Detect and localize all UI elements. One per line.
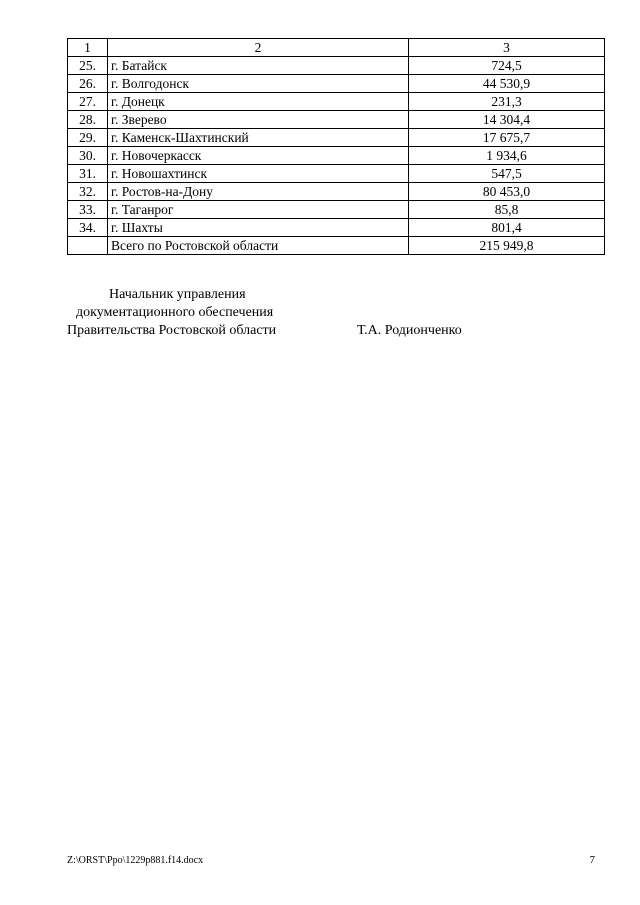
footer-file-path: Z:\ORST\Ppo\1229p881.f14.docx	[67, 855, 204, 866]
row-value: 44 530,9	[409, 75, 605, 93]
signature-title-line3	[67, 322, 597, 340]
table-row	[68, 147, 605, 165]
row-value: 17 675,7	[409, 129, 605, 147]
total-value: 215 949,8	[409, 237, 605, 255]
table-row	[68, 129, 605, 147]
signature-title-line1: Начальник управления	[109, 287, 246, 302]
table-row	[68, 93, 605, 111]
row-value: 724,5	[409, 57, 605, 75]
table-row	[68, 165, 605, 183]
footer-page-number: 7	[589, 854, 595, 866]
total-number	[68, 237, 108, 255]
row-number: 30.	[68, 147, 108, 165]
row-number: 28.	[68, 111, 108, 129]
row-name: г. Новочеркасск	[108, 147, 409, 165]
row-name: г. Ростов-на-Дону	[108, 183, 409, 201]
signature-block	[67, 286, 597, 340]
row-name: г. Новошахтинск	[108, 165, 409, 183]
signature-organization: Правительства Ростовской области	[67, 323, 277, 338]
row-value: 85,8	[409, 201, 605, 219]
table-row	[68, 57, 605, 75]
signature-title-line2: документационного обеспечения	[76, 305, 274, 320]
row-value: 80 453,0	[409, 183, 605, 201]
table-row	[68, 183, 605, 201]
row-number: 32.	[68, 183, 108, 201]
row-name: г. Шахты	[108, 219, 409, 237]
table-row	[68, 75, 605, 93]
row-value: 1 934,6	[409, 147, 605, 165]
row-number: 25.	[68, 57, 108, 75]
header-cell-1: 1	[68, 39, 108, 57]
header-cell-2: 2	[108, 39, 409, 57]
row-value: 14 304,4	[409, 111, 605, 129]
row-value: 231,3	[409, 93, 605, 111]
table-total-row	[68, 237, 605, 255]
row-number: 27.	[68, 93, 108, 111]
row-name: г. Волгодонск	[108, 75, 409, 93]
row-name: г. Батайск	[108, 57, 409, 75]
total-label: Всего по Ростовской области	[108, 237, 409, 255]
data-table	[67, 38, 605, 255]
row-number: 31.	[68, 165, 108, 183]
row-name: г. Донецк	[108, 93, 409, 111]
table-row	[68, 219, 605, 237]
row-number: 33.	[68, 201, 108, 219]
signatory-name: Т.А. Родионченко	[357, 323, 462, 338]
header-cell-3: 3	[409, 39, 605, 57]
row-number: 29.	[68, 129, 108, 147]
row-name: г. Зверево	[108, 111, 409, 129]
table-header-row	[68, 39, 605, 57]
row-name: г. Таганрог	[108, 201, 409, 219]
row-value: 801,4	[409, 219, 605, 237]
row-number: 34.	[68, 219, 108, 237]
row-value: 547,5	[409, 165, 605, 183]
table-row	[68, 201, 605, 219]
row-name: г. Каменск-Шахтинский	[108, 129, 409, 147]
row-number: 26.	[68, 75, 108, 93]
table-row	[68, 111, 605, 129]
